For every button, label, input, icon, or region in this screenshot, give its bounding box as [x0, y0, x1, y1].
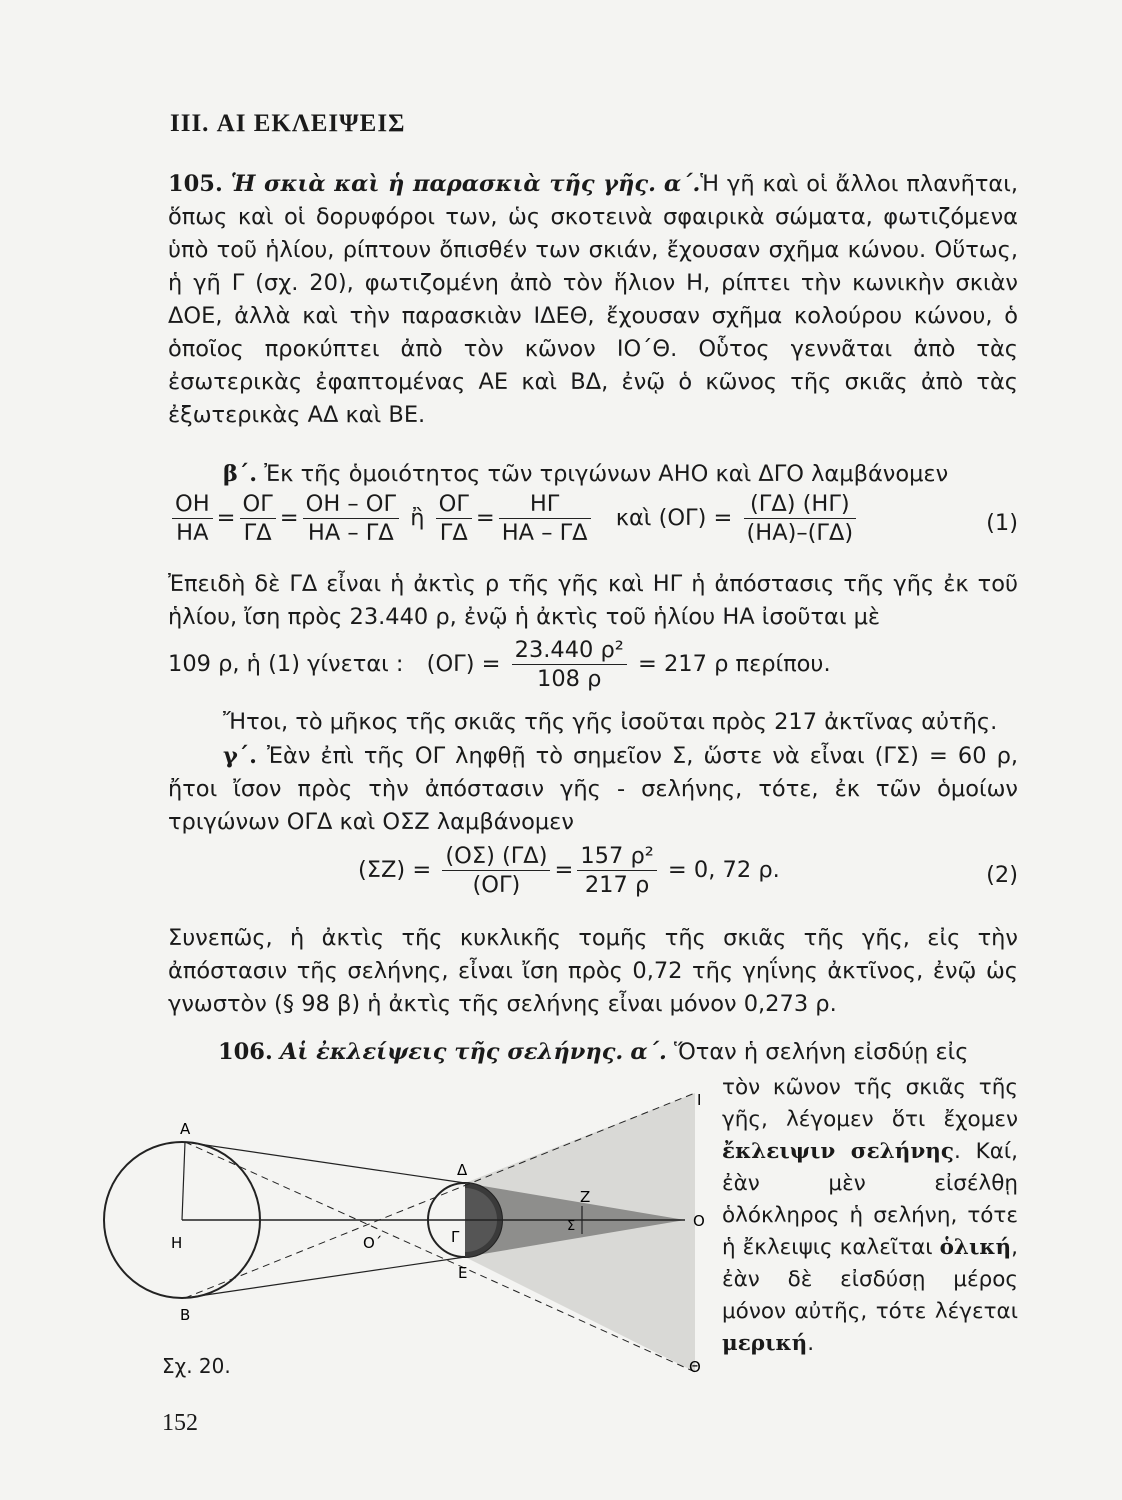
- label-h: Η: [171, 1234, 183, 1252]
- eq1-fraction-og-gd-2: $\frac{O\Gamma}{\Gamma\Delta}$: [436, 490, 472, 547]
- label-e: Ε: [458, 1264, 468, 1282]
- section-105-beta: [168, 458, 1018, 491]
- eq1-fraction-hg: $\frac{H\Gamma}{HA - \Gamma\Delta}$: [499, 490, 591, 547]
- section-105-gamma: [168, 740, 1018, 839]
- gamma-text: Ἐὰν ἐπὶ τῆς ΟΓ ληφθῇ τὸ σημεῖον Σ, ὥστε νὰ εἶναι (ΓΣ) = 60 ρ, ἤτοι ἴσον πρὸς τὴν ἀπόστασιν γῆς - σελήνης, τότε, ἐκ τῶν ὁμοίων τριγώνων ΟΓΔ καὶ ΟΣΖ λαμβάνομεν: [168, 743, 1018, 835]
- gamma-marker: γ΄.: [223, 743, 257, 769]
- eq2-lhs: (ΣΖ) =: [358, 857, 432, 883]
- section-106-side-text: τὸν κῶνον τῆς σκιᾶς τῆς γῆς, λέγομεν ὅτι ἔχομεν ἔκλειψιν σελήνης. Καί, ἐὰν μὲν εἰσέλθῃ ὁλόκληρος ἡ σελήνη, τότε ἡ ἔκλειψις καλεῖται ὁλική, ἐὰν δὲ εἰσδύσῃ μέρος μόνον αὐτῆς, τότε λέγεται μερική.: [722, 1075, 1019, 1356]
- after-equation-1: Ἐπειδὴ δὲ ΓΔ εἶναι ἡ ἀκτὶς ρ τῆς γῆς καὶ ΗΓ ἡ ἀπόστασις τῆς γῆς ἐκ τοῦ ἡλίου, ἴση πρὸς 23.440 ρ, ἐνῷ ἡ ἀκτὶς τοῦ ἡλίου ΗΑ ἰσοῦται μὲ: [168, 571, 1018, 630]
- section-105-number: 105.: [168, 171, 223, 197]
- section-105-conclusion: Συνεπῶς, ἡ ἀκτὶς τῆς κυκλικῆς τομῆς τῆς σκιᾶς τῆς γῆς, εἰς τὴν ἀπόστασιν τῆς σελήνης, εἶναι ἴση πρὸς 0,72 τῆς γηΐνης ἀκτῖνος, ἐνῷ ὡς γνωστὸν (§ 98 β) ἡ ἀκτὶς τῆς σελήνης εἶναι μόνον 0,273 ρ.: [168, 925, 1018, 1017]
- equation-1: $\frac{OH}{HA}$ = $\frac{O\Gamma}{\Gamma\Delta}$ = $\frac{OH - O\Gamma}{HA - \Gamma\Delta}$ ἢ $\frac{O\Gamma}{\Gamma\Delta}$ = $\frac{H\Gamma}{HA - \Gamma\Delta}$ καὶ (ΟΓ) = $\frac{(\Gamma\Delta) (H\Gamma)}{(HA)-(\Gamma\Delta)}$ (1): [168, 490, 1018, 547]
- label-th: Θ: [689, 1358, 701, 1376]
- label-a: Α: [180, 1120, 191, 1138]
- label-i: Ι: [697, 1091, 702, 1109]
- term-lunar-eclipse: ἔκλειψιν σελήνης: [722, 1139, 954, 1164]
- section-105-alpha-marker: α΄.: [663, 171, 701, 197]
- figure-caption: Σχ. 20.: [162, 1354, 231, 1378]
- label-b: Β: [180, 1306, 191, 1324]
- eq2-fraction-1: $\frac{(O\Sigma) (\Gamma\Delta)}{(O\Gamma)}$: [442, 842, 550, 899]
- section-106-alpha-marker: α΄.: [630, 1039, 667, 1065]
- sun-radius: [182, 1142, 185, 1220]
- eq-b-suffix: = 217 ρ περίπου.: [637, 651, 831, 677]
- eq2-suffix: = 0, 72 ρ.: [667, 857, 780, 883]
- label-o-prime: Ο΄: [363, 1234, 383, 1252]
- section-106-number: 106.: [218, 1039, 273, 1065]
- eq2-label: (2): [986, 862, 1018, 888]
- tangent-b-e: [185, 1257, 468, 1298]
- eq1-and-word: καὶ: [615, 505, 652, 531]
- section-105-alpha: [168, 168, 1018, 432]
- eq1-fraction-diff: $\frac{OH - O\Gamma}{HA - \Gamma\Delta}$: [303, 490, 399, 547]
- label-s: Σ: [567, 1219, 576, 1234]
- eq-b-fraction: $\frac{\text{23.440 ρ²}}{108 \rho}$: [512, 636, 627, 693]
- section-106-heading: Αἱ ἐκλείψεις τῆς σελήνης.: [279, 1039, 624, 1065]
- label-z: Ζ: [580, 1188, 591, 1206]
- eq1-label: (1): [986, 510, 1018, 536]
- label-d: Δ: [457, 1161, 468, 1179]
- eq-b-lhs: (ΟΓ) =: [426, 651, 501, 677]
- beta-marker: β΄.: [223, 461, 258, 487]
- shadow-length-result: Ἤτοι, τὸ μῆκος τῆς σκιᾶς τῆς γῆς ἰσοῦται πρὸς 217 ἀκτῖνας αὐτῆς.: [223, 709, 998, 735]
- equation-og-value: [168, 636, 1018, 693]
- eq1-or-word: ἢ: [410, 505, 425, 531]
- section-106-heading-line: [168, 1036, 1018, 1069]
- term-total: ὁλική: [939, 1235, 1012, 1260]
- figure-20: [95, 1080, 715, 1380]
- section-106-first-line: Ὅταν ἡ σελήνη εἰσδύῃ εἰς: [673, 1039, 969, 1065]
- eq1-fraction-oh-ha: $\frac{OH}{HA}$: [172, 490, 213, 547]
- equation-2: (ΣΖ) = $\frac{(O\Sigma) (\Gamma\Delta)}{(O\Gamma)}$ = $\frac{\text{157 ρ²}}{217 \rho}$ = 0, 72 ρ. (2): [358, 843, 1018, 898]
- label-o: Ο: [693, 1212, 705, 1230]
- eq1-fraction-og-gd: $\frac{O\Gamma}{\Gamma\Delta}$: [240, 490, 276, 547]
- term-partial: μερική: [722, 1331, 808, 1356]
- eq-b-prefix: 109 ρ, ἡ (1) γίνεται :: [168, 651, 404, 677]
- page-number: 152: [162, 1410, 198, 1436]
- section-105-heading: Ἡ σκιὰ καὶ ἡ παρασκιὰ τῆς γῆς.: [230, 171, 656, 197]
- tangent-a-d: [185, 1142, 465, 1183]
- label-g: Γ: [451, 1228, 460, 1246]
- section-105-alpha-text: Ἡ γῆ καὶ οἱ ἄλλοι πλανῆται, ὅπως καὶ οἱ δορυφόροι των, ὡς σκοτεινὰ σφαιρικὰ σώματα, φωτιζόμενα ὑπὸ τοῦ ἡλίου, ρίπτουν ὄπισθέν των σκιάν, ἔχουσαν σχῆμα κώνου. Οὕτως, ἡ γῆ Γ (σχ. 20), φωτιζομένη ἀπὸ τὸν ἥλιον Η, ρίπτει τὴν κωνικὴν σκιὰν ΔΟΕ, ἀλλὰ καὶ τὴν παρασκιὰν ΙΔΕΘ, ἔχουσαν σχῆμα κολούρου κώνου, ὁ ὁποῖος προκύπτει ἀπὸ τὸν κῶνον ΙΟ΄Θ. Οὗτος γεννᾶται ἀπὸ τὰς ἐσωτερικὰς ἐφαπτομένας ΑΕ καὶ ΒΔ, ἐνῷ ὁ κῶνος τῆς σκιᾶς ἀπὸ τὰς ἐξωτερικὰς ΑΔ καὶ ΒΕ.: [168, 171, 1018, 428]
- eq2-fraction-2: $\frac{\text{157 ρ²}}{217 \rho}$: [577, 842, 656, 899]
- eq1-lhs: (ΟΓ) =: [658, 505, 733, 531]
- beta-text: Ἐκ τῆς ὁμοιότητος τῶν τριγώνων ΑΗΟ καὶ ΔΓΟ λαμβάνομεν: [264, 461, 949, 487]
- chapter-title: III. ΑΙ ΕΚΛΕΙΨΕΙΣ: [170, 110, 406, 137]
- eq1-fraction-result: $\frac{(\Gamma\Delta) (H\Gamma)}{(HA)-(\Gamma\Delta)}$: [744, 490, 857, 547]
